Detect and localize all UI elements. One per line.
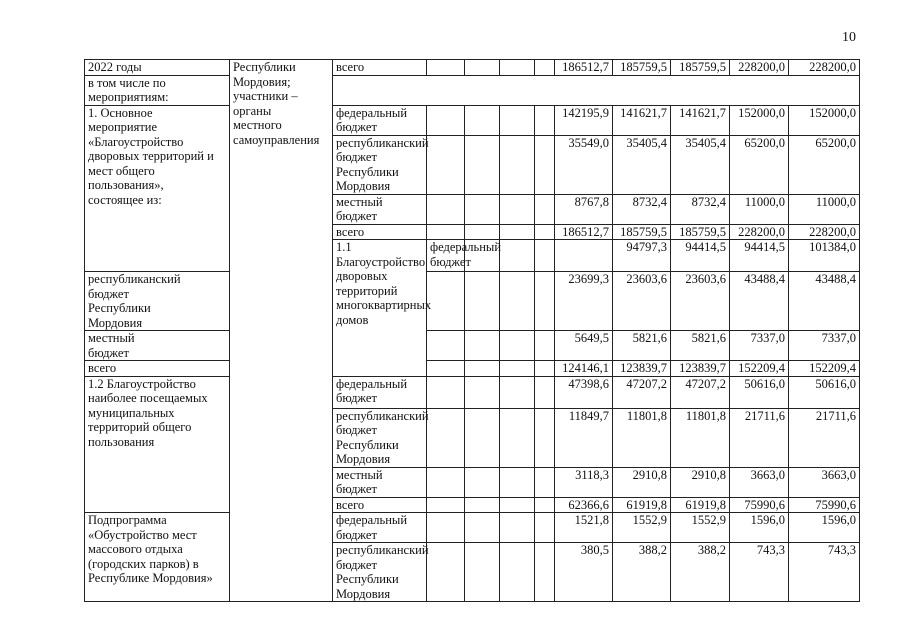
funding-source-line: всего: [336, 60, 365, 74]
value-cell: 1521,8: [555, 513, 613, 543]
empty-cell: [535, 497, 555, 513]
funding-source-line: республиканский: [88, 272, 181, 286]
value-cell: 47207,2: [671, 376, 730, 408]
funding-source-line: бюджет: [88, 345, 129, 360]
value-cell: 388,2: [613, 543, 671, 602]
event-cell: [85, 376, 230, 513]
funding-source-cell: [333, 194, 427, 224]
event-line: 1.1 Благоустройство: [336, 240, 426, 269]
funding-source-line: бюджет: [430, 254, 471, 269]
empty-cell: [535, 224, 555, 240]
event-line: «Обустройство мест: [88, 527, 197, 542]
value-cell: 21711,6: [789, 408, 860, 467]
funding-source-cell: [85, 272, 230, 331]
empty-cell: [500, 513, 535, 543]
value-cell: 123839,7: [613, 361, 671, 377]
event-line: мероприятиям:: [88, 90, 169, 104]
table-row: [85, 376, 860, 408]
value-cell: 94414,5: [730, 240, 789, 272]
funding-source-cell: [427, 240, 502, 272]
funding-source-cell: [85, 361, 230, 377]
value-cell: 185759,5: [613, 60, 671, 76]
empty-cell: [500, 272, 535, 331]
funding-source-line: всего: [336, 224, 365, 239]
value-cell: 8732,4: [671, 194, 730, 224]
empty-cell: [427, 376, 465, 408]
value-cell: 23603,6: [613, 272, 671, 331]
value-cell: 101384,0: [789, 240, 860, 272]
value-cell: 380,5: [555, 543, 613, 602]
value-cell: 5649,5: [555, 331, 613, 361]
value-cell: 75990,6: [789, 497, 860, 513]
empty-cell: [500, 105, 535, 135]
funding-source-line: всего: [88, 361, 117, 375]
event-line: массового отдыха: [88, 542, 183, 556]
funding-source-line: местный: [336, 194, 383, 209]
funding-source-cell: [333, 467, 427, 497]
funding-source-line: федеральный: [336, 376, 408, 391]
empty-cell: [500, 497, 535, 513]
executor-line: Республики: [233, 60, 296, 74]
value-cell: 8732,4: [613, 194, 671, 224]
funding-source-line: бюджет: [336, 482, 377, 496]
funding-source-line: республиканский: [336, 408, 429, 423]
event-line: многоквартирных: [336, 298, 432, 312]
value-cell: 94414,5: [671, 240, 730, 272]
empty-cell: [500, 376, 535, 408]
value-cell: 152209,4: [789, 361, 860, 377]
empty-cell: [427, 224, 465, 240]
value-cell: 228200,0: [789, 224, 860, 240]
empty-cell: [427, 331, 465, 361]
funding-source-cell: [333, 497, 427, 513]
executor-line: участники –: [233, 89, 298, 103]
funding-source-cell: [333, 513, 427, 543]
funding-source-line: местный: [336, 467, 383, 482]
empty-cell: [427, 105, 465, 135]
empty-cell: [465, 224, 500, 240]
event-line: наиболее посещаемых: [88, 391, 208, 405]
funding-source-line: федеральный: [430, 240, 502, 254]
empty-cell: [465, 60, 500, 76]
funding-source-line: бюджет: [336, 557, 377, 572]
funding-source-line: Республики: [336, 164, 399, 179]
event-line: муниципальных: [88, 405, 175, 420]
funding-source-line: местный: [88, 331, 135, 345]
value-cell: 185759,5: [671, 224, 730, 240]
value-cell: 23603,6: [671, 272, 730, 331]
value-cell: 35405,4: [613, 135, 671, 194]
funding-source-line: бюджет: [336, 120, 377, 134]
funding-source-line: Республики: [88, 301, 151, 315]
funding-source-cell: [333, 105, 427, 135]
empty-cell: [500, 224, 535, 240]
funding-source-line: всего: [336, 497, 365, 512]
funding-source-cell: [333, 135, 427, 194]
empty-cell: [465, 194, 500, 224]
value-cell: 1596,0: [730, 513, 789, 543]
empty-cell: [500, 331, 535, 361]
empty-cell: [500, 408, 535, 467]
empty-cell: [427, 467, 465, 497]
funding-source-line: бюджет: [336, 423, 377, 437]
empty-cell: [465, 272, 500, 331]
empty-cell: [465, 513, 500, 543]
value-cell: 7337,0: [730, 331, 789, 361]
funding-source-line: бюджет: [336, 527, 377, 542]
empty-cell: [427, 543, 465, 602]
event-line: мест общего: [88, 163, 155, 178]
event-cell: [333, 240, 432, 377]
value-cell: 5821,6: [613, 331, 671, 361]
value-cell: 75990,6: [730, 497, 789, 513]
funding-source-line: республиканский: [336, 135, 429, 150]
event-line: 2022 годы: [88, 60, 142, 74]
funding-source-line: Республики: [336, 437, 399, 452]
table-row: [85, 272, 860, 331]
value-cell: 186512,7: [555, 60, 613, 76]
empty-cell: [535, 272, 555, 331]
empty-cell: [535, 513, 555, 543]
empty-cell: [427, 194, 465, 224]
funding-source-cell: [333, 543, 427, 602]
value-cell: 124146,1: [555, 361, 613, 377]
value-cell: 61919,8: [671, 497, 730, 513]
empty-cell: [465, 543, 500, 602]
event-line: 1. Основное: [88, 105, 153, 120]
funding-source-line: бюджет: [88, 286, 129, 301]
event-line: пользования»,: [88, 178, 164, 192]
funding-source-cell: [333, 60, 427, 76]
value-cell: 743,3: [730, 543, 789, 602]
value-cell: 141621,7: [671, 105, 730, 135]
empty-cell: [535, 105, 555, 135]
empty-cell: [465, 467, 500, 497]
event-line: Подпрограмма: [88, 513, 167, 527]
executor-cell: [230, 60, 333, 602]
table-body: [85, 60, 860, 602]
table-row: [85, 513, 860, 543]
page-number: 10: [842, 30, 856, 45]
event-cell: [85, 513, 230, 602]
empty-cell: [465, 376, 500, 408]
empty-cell: [500, 467, 535, 497]
value-cell: 185759,5: [671, 60, 730, 76]
empty-cell: [465, 331, 500, 361]
empty-cell: [535, 60, 555, 76]
empty-cell: [500, 194, 535, 224]
table-row: [85, 331, 860, 361]
empty-cell: [500, 60, 535, 76]
funding-source-cell: [85, 331, 230, 361]
value-cell: 186512,7: [555, 224, 613, 240]
table-row: [85, 75, 860, 105]
funding-source-line: бюджет: [336, 209, 377, 223]
event-line: Республике Мордовия»: [88, 571, 213, 585]
value-cell: 11000,0: [789, 194, 860, 224]
event-line: домов: [336, 312, 369, 327]
value-cell: 65200,0: [789, 135, 860, 194]
table-row: [85, 361, 860, 377]
event-line: в том числе по: [88, 75, 166, 90]
event-cell: [85, 60, 230, 76]
empty-cell: [535, 194, 555, 224]
empty-cell: [427, 60, 465, 76]
merged-blank-cell: [333, 75, 860, 105]
empty-cell: [535, 135, 555, 194]
funding-source-line: Мордовия: [88, 315, 143, 330]
value-cell: 2910,8: [613, 467, 671, 497]
funding-source-line: Республики: [336, 572, 399, 586]
funding-source-line: Мордовия: [336, 586, 391, 601]
value-cell: 11801,8: [613, 408, 671, 467]
funding-source-line: бюджет: [336, 150, 377, 164]
executor-line: самоуправления: [233, 132, 320, 147]
value-cell: 141621,7: [613, 105, 671, 135]
funding-source-cell: [333, 224, 427, 240]
value-cell: 7337,0: [789, 331, 860, 361]
funding-source-line: федеральный: [336, 513, 408, 527]
value-cell: 47207,2: [613, 376, 671, 408]
empty-cell: [500, 543, 535, 602]
value-cell: 152000,0: [789, 105, 860, 135]
value-cell: 65200,0: [730, 135, 789, 194]
value-cell: 152209,4: [730, 361, 789, 377]
funding-source-cell: [333, 376, 427, 408]
value-cell: 61919,8: [613, 497, 671, 513]
empty-cell: [500, 361, 535, 377]
value-cell: 2910,8: [671, 467, 730, 497]
empty-cell: [427, 361, 465, 377]
value-cell: 185759,5: [613, 224, 671, 240]
value-cell: 228200,0: [730, 224, 789, 240]
empty-cell: [427, 272, 465, 331]
value-cell: 123839,7: [671, 361, 730, 377]
value-cell: 62366,6: [555, 497, 613, 513]
value-cell: 152000,0: [730, 105, 789, 135]
funding-source-line: республиканский: [336, 543, 429, 557]
value-cell: 228200,0: [789, 60, 860, 76]
table-row: [85, 105, 860, 135]
value-cell: 5821,6: [671, 331, 730, 361]
empty-cell: [465, 135, 500, 194]
executor-line: Мордовия;: [233, 74, 291, 89]
event-line: (городских парков) в: [88, 556, 199, 571]
empty-cell: [427, 497, 465, 513]
event-cell: [85, 75, 230, 105]
empty-cell: [427, 408, 465, 467]
value-cell: 1552,9: [613, 513, 671, 543]
value-cell: 1596,0: [789, 513, 860, 543]
value-cell: 43488,4: [789, 272, 860, 331]
funding-source-line: Мордовия: [336, 179, 391, 193]
value-cell: 3118,3: [555, 467, 613, 497]
value-cell: 35405,4: [671, 135, 730, 194]
value-cell: 743,3: [789, 543, 860, 602]
value-cell: 11801,8: [671, 408, 730, 467]
value-cell: 47398,6: [555, 376, 613, 408]
empty-cell: [535, 240, 555, 272]
event-line: мероприятие: [88, 120, 158, 134]
event-line: состоящее из:: [88, 192, 162, 207]
value-cell: 21711,6: [730, 408, 789, 467]
value-cell: 228200,0: [730, 60, 789, 76]
value-cell: 3663,0: [730, 467, 789, 497]
value-cell: 50616,0: [730, 376, 789, 408]
value-cell: 11000,0: [730, 194, 789, 224]
empty-cell: [555, 240, 613, 272]
empty-cell: [500, 240, 535, 272]
value-cell: 1552,9: [671, 513, 730, 543]
value-cell: 388,2: [671, 543, 730, 602]
empty-cell: [500, 135, 535, 194]
empty-cell: [465, 497, 500, 513]
executor-line: органы: [233, 103, 272, 118]
event-line: дворовых территорий и: [88, 149, 214, 163]
empty-cell: [535, 543, 555, 602]
event-line: 1.2 Благоустройство: [88, 376, 196, 391]
event-line: территорий общего: [88, 420, 192, 434]
value-cell: 43488,4: [730, 272, 789, 331]
event-line: «Благоустройство: [88, 134, 184, 149]
executor-line: местного: [233, 118, 282, 132]
empty-cell: [535, 408, 555, 467]
value-cell: 23699,3: [555, 272, 613, 331]
empty-cell: [535, 376, 555, 408]
value-cell: 35549,0: [555, 135, 613, 194]
empty-cell: [535, 361, 555, 377]
empty-cell: [465, 408, 500, 467]
empty-cell: [465, 361, 500, 377]
value-cell: 50616,0: [789, 376, 860, 408]
event-line: пользования: [88, 434, 155, 449]
empty-cell: [427, 513, 465, 543]
value-cell: 11849,7: [555, 408, 613, 467]
empty-cell: [465, 105, 500, 135]
event-line: дворовых территорий: [336, 269, 398, 298]
value-cell: 3663,0: [789, 467, 860, 497]
empty-cell: [535, 467, 555, 497]
funding-source-line: бюджет: [336, 391, 377, 405]
value-cell: 8767,8: [555, 194, 613, 224]
budget-table: [84, 59, 860, 602]
funding-source-line: федеральный: [336, 105, 408, 120]
funding-source-line: Мордовия: [336, 452, 391, 466]
empty-cell: [535, 331, 555, 361]
event-cell: [85, 105, 230, 272]
value-cell: 94797,3: [613, 240, 671, 272]
funding-source-cell: [333, 408, 427, 467]
value-cell: 142195,9: [555, 105, 613, 135]
empty-cell: [427, 135, 465, 194]
table-row: [85, 60, 860, 76]
